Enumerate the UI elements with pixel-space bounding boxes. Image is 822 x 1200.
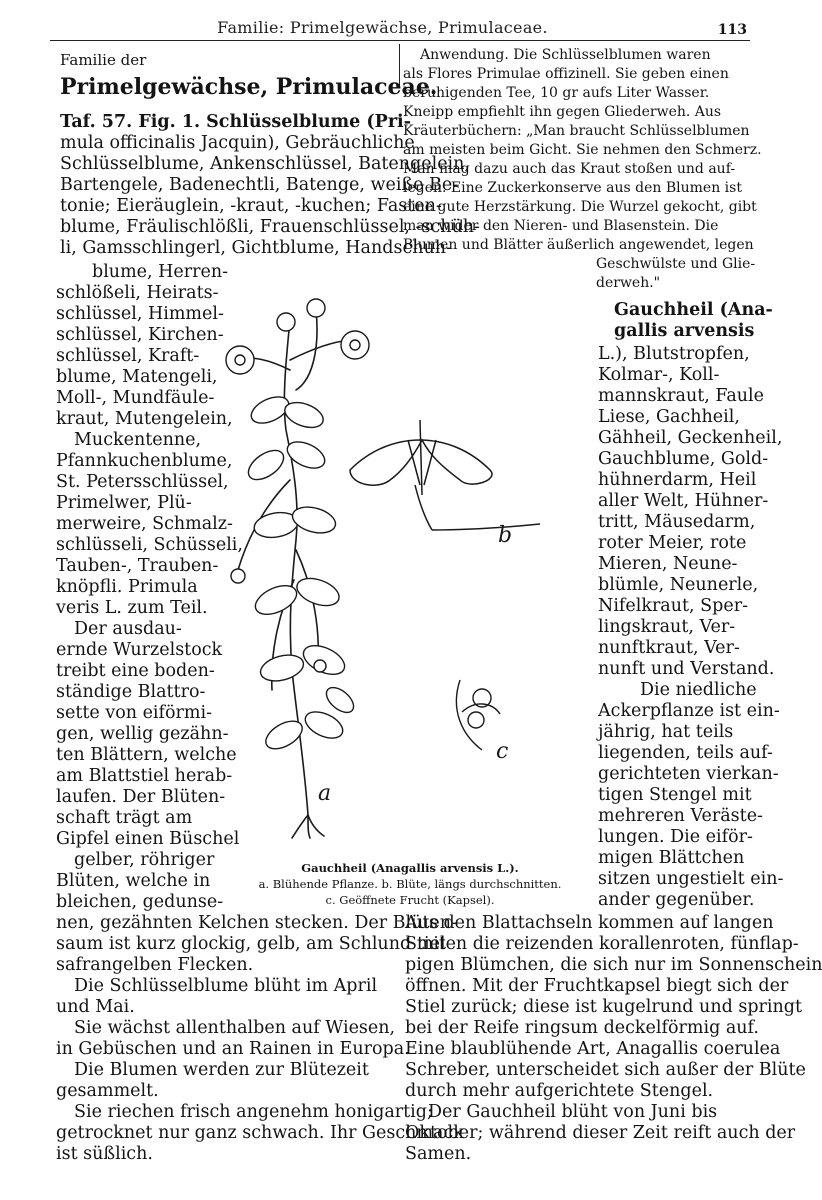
text-line: lingskraut, Ver- — [598, 617, 736, 637]
text-line: Schreber, unterscheidet sich außer der Blüte — [405, 1060, 806, 1080]
text-line: ten Blättern, welche — [56, 745, 237, 765]
text-line: Der Gauchheil blüht von Juni bis — [428, 1102, 718, 1122]
text-line: gesammelt. — [56, 1081, 159, 1101]
text-line: Ackerpflanze ist ein- — [598, 701, 780, 721]
running-header — [0, 12, 765, 42]
text-line: nunft und Verstand. — [598, 659, 775, 679]
text-line: schlüssel, Kirchen- — [56, 325, 224, 345]
text-line: bei der Reife ringsum deckelförmig auf. — [405, 1018, 759, 1038]
text-line: Schlüsselblume, Ankenschlüssel, Batengelein, — [60, 154, 470, 174]
text-line: Kneipp empfiehlt ihn gegen Gliederweh. Aus — [403, 104, 722, 120]
text-line: Samen. — [405, 1144, 472, 1164]
text-line: Anwendung. Die Schlüsselblumen waren — [420, 47, 711, 63]
text-line: sitzen ungestielt ein- — [598, 869, 784, 889]
header-rule — [50, 40, 750, 41]
text-line: mula officinalis Jacquin), Gebräuchliche — [60, 133, 415, 153]
caption-line: Gauchheil (Anagallis arvensis L.). — [301, 860, 519, 875]
text-line: gelber, röhriger — [74, 850, 215, 870]
text-line: tritt, Mäusedarm, — [598, 512, 756, 532]
text-line: hühnerdarm, Heil — [598, 470, 757, 490]
text-line: legen. Eine Zuckerkonserve aus den Blumen ist — [403, 180, 742, 196]
text-line: lungen. Die eiför- — [598, 827, 753, 847]
figure-label-b: b — [498, 523, 513, 548]
text-line: mehreren Veräste- — [598, 806, 763, 826]
text-line: schlüsseli, Schüsseli, — [56, 535, 243, 555]
text-line: Die niedliche — [640, 680, 757, 700]
text-line: Gipfel einen Büschel — [56, 829, 240, 849]
text-line: Gauchheil (Ana- — [614, 300, 773, 320]
text-line: Kräuterbüchern: „Man braucht Schlüsselblumen — [403, 123, 750, 139]
page-number: 113 — [717, 22, 747, 38]
text-line: Pfannkuchenblume, — [56, 451, 233, 471]
text-line: in Gebüschen und an Rainen in Europa. — [56, 1039, 410, 1059]
text-line: sette von eiförmi- — [56, 703, 213, 723]
text-line: laufen. Der Blüten- — [56, 787, 226, 807]
text-line: öffnen. Mit der Fruchtkapsel biegt sich der — [405, 976, 789, 996]
family-label: Familie der — [60, 51, 147, 69]
text-line: nen, gezähnten Kelchen stecken. Der Blüten- — [56, 913, 457, 933]
text-line: durch mehr aufgerichtete Stengel. — [405, 1081, 714, 1101]
figure-label-c: c — [496, 739, 509, 764]
text-line: gerichteten vierkan- — [598, 764, 779, 784]
text-line: Nifelkraut, Sper- — [598, 596, 748, 616]
plant-illustration — [200, 280, 570, 840]
text-line: Geschwülste und Glie- — [596, 256, 756, 272]
text-line: blume, Fräulischlößli, Frauenschlüssel, -schüh- — [60, 217, 480, 237]
text-line: Kolmar-, Koll- — [598, 365, 720, 385]
text-line: gallis arvensis — [614, 321, 755, 341]
text-line: ständige Blattro- — [56, 682, 206, 702]
text-line: L.), Blutstropfen, — [598, 344, 750, 364]
figure-label-a: a — [318, 781, 332, 806]
text-line: Stiel zurück; diese ist kugelrund und springt — [405, 997, 803, 1017]
text-line: migen Blättchen — [598, 848, 745, 868]
text-line: treibt eine boden- — [56, 661, 215, 681]
text-line: roter Meier, rote — [598, 533, 747, 553]
text-line: Sie wächst allenthalben auf Wiesen, — [74, 1018, 396, 1038]
text-line: beruhigenden Tee, 10 gr aufs Liter Wasser. — [403, 85, 710, 101]
text-line: schlößeli, Heirats- — [56, 283, 219, 303]
text-line: Moll-, Mundfäule- — [56, 388, 215, 408]
caption-line: c. Geöffnete Frucht (Kapsel). — [325, 892, 495, 907]
text-line: nunftkraut, Ver- — [598, 638, 740, 658]
text-line: als Flores Primulae offizinell. Sie geben einen — [403, 66, 729, 82]
text-line: safrangelben Flecken. — [56, 955, 254, 975]
text-line: jährig, hat teils — [598, 722, 734, 742]
text-line: schlüssel, Himmel- — [56, 304, 224, 324]
text-line: Oktober; während dieser Zeit reift auch der — [405, 1123, 796, 1143]
text-line: ander gegenüber. — [598, 890, 755, 910]
text-line: schlüssel, Kraft- — [56, 346, 200, 366]
running-title: Familie: Primelgewächse, Primulaceae. — [217, 18, 548, 37]
text-line: Blüten, welche in — [56, 871, 211, 891]
text-line: ist süßlich. — [56, 1144, 153, 1164]
text-line: ernde Wurzelstock — [56, 640, 223, 660]
text-line: man wider den Nieren- und Blasenstein. Die — [403, 218, 719, 234]
text-line: Sie riechen frisch angenehm honigartig; — [74, 1102, 433, 1122]
text-line: veris L. zum Teil. — [56, 598, 208, 618]
text-line: am Blattstiel herab- — [56, 766, 233, 786]
text-line: Tauben-, Trauben- — [56, 556, 219, 576]
text-line: Primelwer, Plü- — [56, 493, 192, 513]
text-line: getrocknet nur ganz schwach. Ihr Geschmack — [56, 1123, 464, 1143]
text-line: Die Schlüsselblume blüht im April — [74, 976, 378, 996]
text-line: am meisten beim Gicht. Sie nehmen den Schmerz. — [403, 142, 762, 158]
text-line: saum ist kurz glockig, gelb, am Schlund mit — [56, 934, 446, 954]
text-line: schaft trägt am — [56, 808, 193, 828]
text-line: Bartengele, Badenechtli, Batenge, weiße Be- — [60, 175, 459, 195]
text-line: Aus den Blattachseln kommen auf langen — [405, 913, 774, 933]
text-line: Die Blumen werden zur Blütezeit — [74, 1060, 369, 1080]
text-line: blume, Matengeli, — [56, 367, 218, 387]
text-line: Gähheil, Geckenheil, — [598, 428, 783, 448]
text-line: Muckentenne, — [74, 430, 202, 450]
text-line: mannskraut, Faule — [598, 386, 764, 406]
text-line: Gauchblume, Gold- — [598, 449, 769, 469]
text-line: Mieren, Neune- — [598, 554, 738, 574]
text-line: blümle, Neunerle, — [598, 575, 759, 595]
text-line: Liese, Gachheil, — [598, 407, 740, 427]
caption-line: a. Blühende Pflanze. b. Blüte, längs durchschnitten. — [258, 876, 562, 891]
text-line: Blumen und Blätter äußerlich angewendet, legen — [403, 237, 754, 253]
text-line: Taf. 57. Fig. 1. Schlüsselblume (Pri- — [60, 112, 411, 132]
text-line: kraut, Mutengelein, — [56, 409, 233, 429]
text-line: derweh." — [596, 275, 661, 291]
text-line: liegenden, teils auf- — [598, 743, 773, 763]
text-line: St. Petersschlüssel, — [56, 472, 229, 492]
text-line: pigen Blümchen, die sich nur im Sonnenschein — [405, 955, 822, 975]
text-line: Der ausdau- — [74, 619, 182, 639]
text-line: aller Welt, Hühner- — [598, 491, 769, 511]
text-line: Man mag dazu auch das Kraut stoßen und auf- — [403, 161, 736, 177]
text-line: gen, wellig gezähn- — [56, 724, 229, 744]
text-line: li, Gamsschlingerl, Gichtblume, Handschuh- — [60, 238, 452, 258]
text-line: tigen Stengel mit — [598, 785, 752, 805]
family-heading: Primelgewächse, Primulaceae. — [60, 74, 438, 100]
text-line: Eine blaublühende Art, Anagallis coerulea — [405, 1039, 781, 1059]
text-line: tonie; Eieräuglein, -kraut, -kuchen; Fasten- — [60, 196, 442, 216]
text-line: und Mai. — [56, 997, 135, 1017]
text-line: eine gute Herzstärkung. Die Wurzel gekocht, gibt — [403, 199, 757, 215]
text-line: blume, Herren- — [92, 262, 229, 282]
text-line: knöpfli. Primula — [56, 577, 198, 597]
text-line: bleichen, gedunse- — [56, 892, 224, 912]
text-line: Stielen die reizenden korallenroten, fünflap- — [405, 934, 799, 954]
text-line: merweire, Schmalz- — [56, 514, 233, 534]
